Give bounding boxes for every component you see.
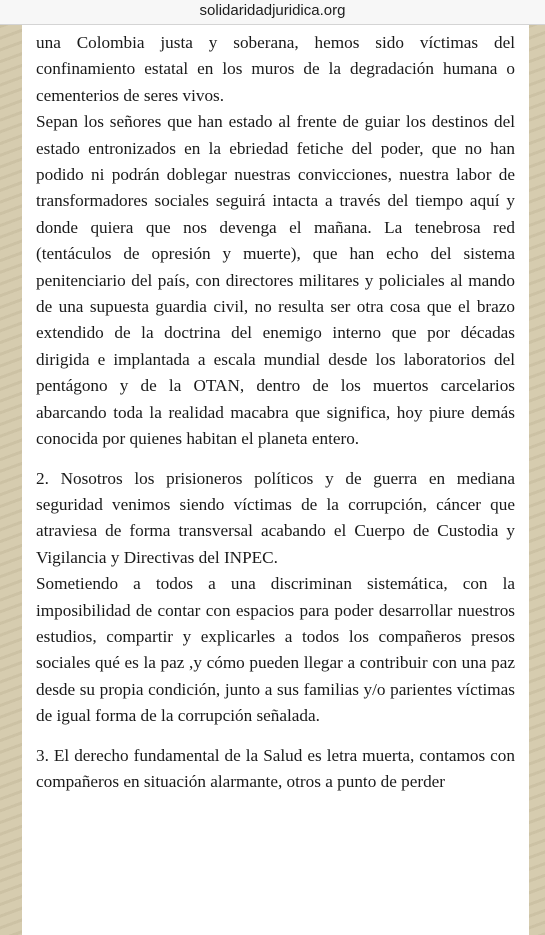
article-body (22, 25, 529, 795)
background-texture-left (0, 25, 22, 935)
article-paragraph: Sometiendo a todos a una discriminan sistemática, con la imposibilidad de contar con espacios para poder desarrollar nuestros estudios, compartir y explicarles a todos los compañeros presos sociales qué es la paz ,y cómo pueden llegar a contribuir con una paz desde su propia condición, junto a sus familias y/o parientes víctimas de igual forma de la corrupción señalada. (36, 574, 515, 726)
article-paragraph: Sepan los señores que han estado al frente de guiar los destinos del estado entronizados en la ebriedad fetiche del poder, que no han podido ni podrán doblegar nuestras convicciones, nuestra labor de transformadores sociales seguirá intacta a través del tiempo aquí y donde quiera que nos devenga el mañana. La tenebrosa red (tentáculos de opresión y muerte), que han echo del sistema penitenciario del país, con directores militares y policiales al mando de una supuesta guardia civil, no resulta ser otra cosa que el brazo extendido de la doctrina del enemigo interno que por décadas dirigida e implantada a escala mundial desde los laboratorios del pentágono y de la OTAN, dentro de los muertos carcelarios abarcando toda la realidad macabra que significa, hoy piure demás conocida por quienes habitan el planeta entero. (36, 112, 515, 449)
url-text: solidaridadjuridica.org (199, 2, 346, 19)
background-texture-right (529, 25, 545, 935)
article-panel (22, 25, 529, 935)
article-paragraph: 2. Nosotros los prisioneros políticos y de guerra en mediana seguridad venimos siendo víctimas de la corrupción, cáncer que atraviesa de forma transversal acabando el Cuerpo de Custodia y Vigilancia y Directivas del INPEC. (36, 468, 515, 567)
article-paragraph: una Colombia justa y soberana, hemos sido víctimas del confinamiento estatal en los muros de la degradación humana o cementerios de seres vivos. (36, 33, 515, 105)
article-paragraph: 3. El derecho fundamental de la Salud es letra muerta, contamos con compañeros en situación alarmante, otros a punto de perder (36, 745, 515, 791)
address-bar[interactable] (0, 0, 545, 25)
